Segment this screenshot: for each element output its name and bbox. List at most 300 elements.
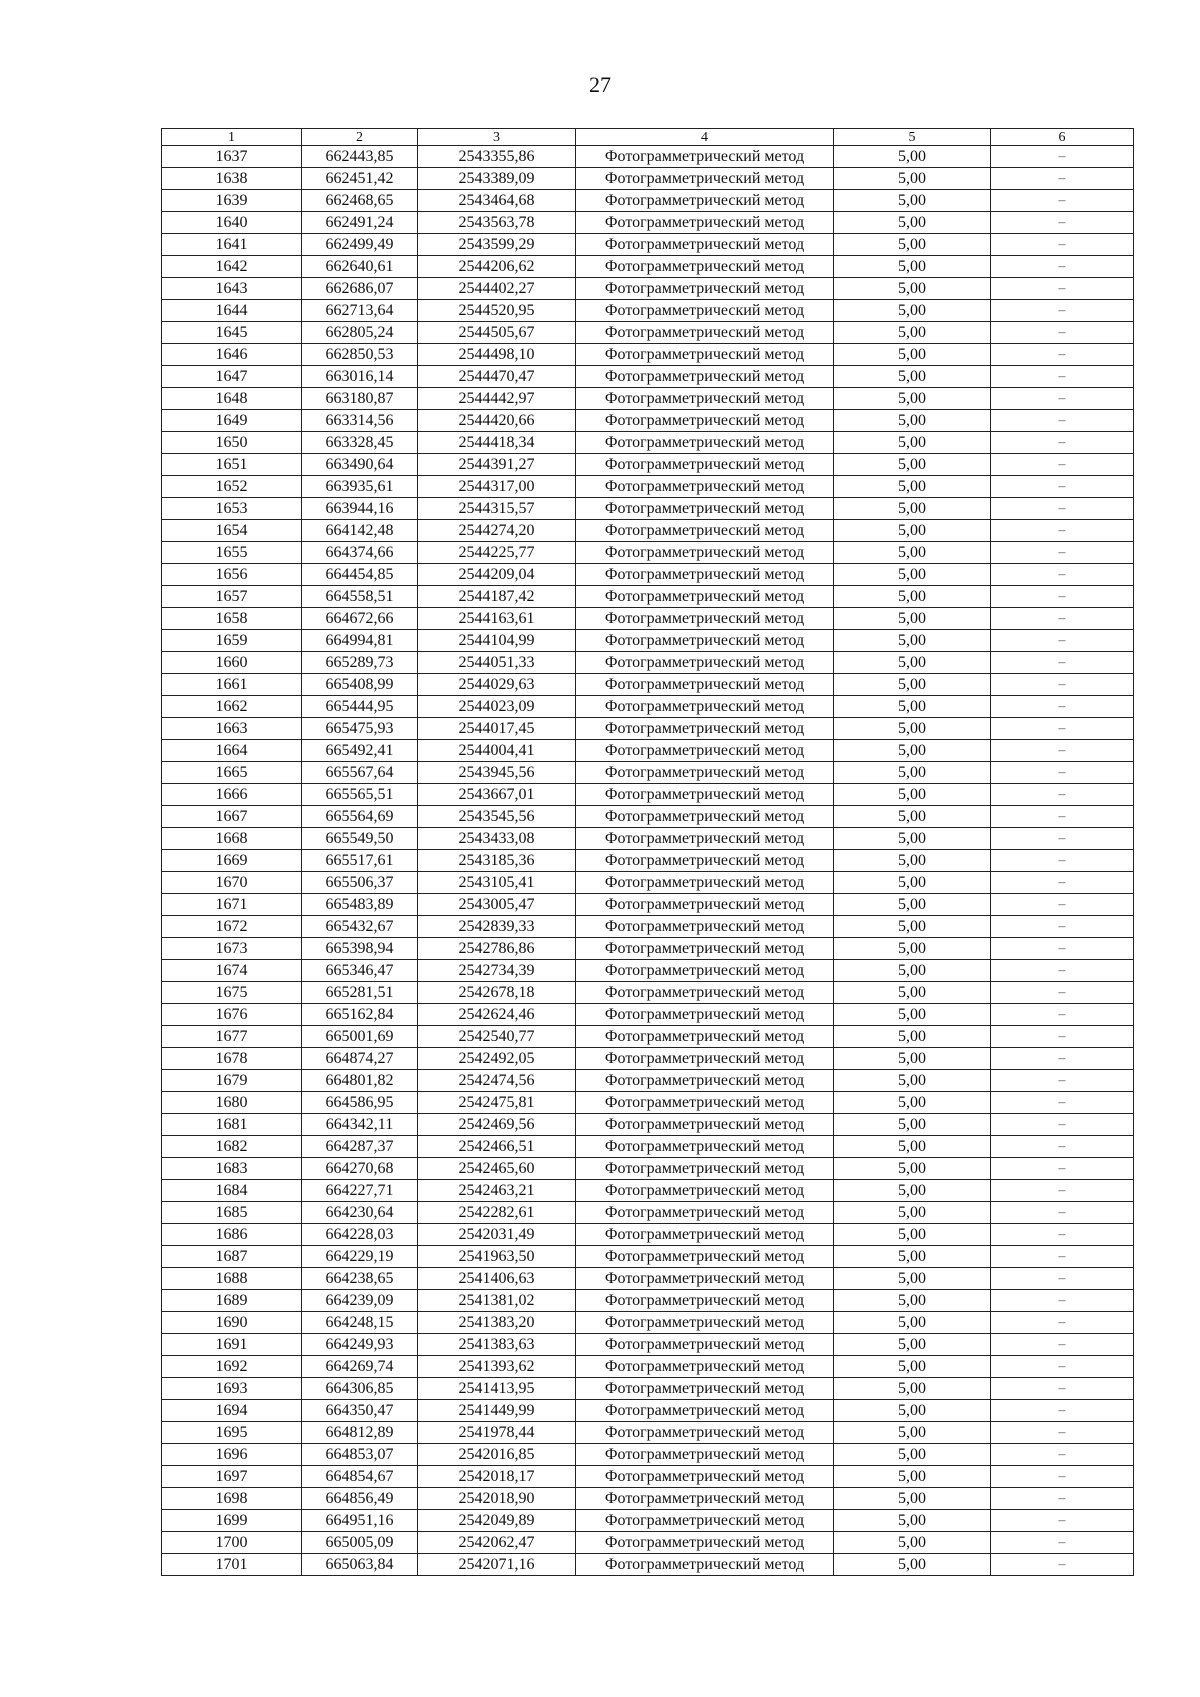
point-number-cell: 1658 bbox=[162, 608, 302, 630]
y-coordinate-cell: 2542018,17 bbox=[418, 1466, 576, 1488]
accuracy-cell: 5,00 bbox=[834, 322, 991, 344]
y-coordinate-cell: 2544163,61 bbox=[418, 608, 576, 630]
y-coordinate-cell: 2542016,85 bbox=[418, 1444, 576, 1466]
table-row bbox=[162, 344, 1134, 366]
x-coordinate-cell: 662640,61 bbox=[302, 256, 418, 278]
column-header: 2 bbox=[302, 129, 418, 146]
point-number-cell: 1657 bbox=[162, 586, 302, 608]
point-number-cell: 1681 bbox=[162, 1114, 302, 1136]
accuracy-cell: 5,00 bbox=[834, 696, 991, 718]
y-coordinate-cell: 2542540,77 bbox=[418, 1026, 576, 1048]
y-coordinate-cell: 2544209,04 bbox=[418, 564, 576, 586]
method-cell: Фотограмметрический метод bbox=[576, 674, 834, 696]
x-coordinate-cell: 665005,09 bbox=[302, 1532, 418, 1554]
table-row bbox=[162, 168, 1134, 190]
method-cell: Фотограмметрический метод bbox=[576, 1290, 834, 1312]
note-cell: – bbox=[991, 850, 1134, 872]
point-number-cell: 1667 bbox=[162, 806, 302, 828]
method-cell: Фотограмметрический метод bbox=[576, 1532, 834, 1554]
point-number-cell: 1677 bbox=[162, 1026, 302, 1048]
note-cell: – bbox=[991, 762, 1134, 784]
y-coordinate-cell: 2541383,63 bbox=[418, 1334, 576, 1356]
x-coordinate-cell: 662713,64 bbox=[302, 300, 418, 322]
accuracy-cell: 5,00 bbox=[834, 212, 991, 234]
accuracy-cell: 5,00 bbox=[834, 454, 991, 476]
note-cell: – bbox=[991, 608, 1134, 630]
accuracy-cell: 5,00 bbox=[834, 740, 991, 762]
table-row bbox=[162, 762, 1134, 784]
method-cell: Фотограмметрический метод bbox=[576, 344, 834, 366]
y-coordinate-cell: 2544004,41 bbox=[418, 740, 576, 762]
method-cell: Фотограмметрический метод bbox=[576, 1466, 834, 1488]
note-cell: – bbox=[991, 388, 1134, 410]
method-cell: Фотограмметрический метод bbox=[576, 432, 834, 454]
table-row bbox=[162, 366, 1134, 388]
method-cell: Фотограмметрический метод bbox=[576, 718, 834, 740]
x-coordinate-cell: 665346,47 bbox=[302, 960, 418, 982]
x-coordinate-cell: 662468,65 bbox=[302, 190, 418, 212]
y-coordinate-cell: 2543005,47 bbox=[418, 894, 576, 916]
table-row bbox=[162, 520, 1134, 542]
note-cell: – bbox=[991, 1180, 1134, 1202]
table-row bbox=[162, 1356, 1134, 1378]
y-coordinate-cell: 2541963,50 bbox=[418, 1246, 576, 1268]
note-cell: – bbox=[991, 1026, 1134, 1048]
table-row bbox=[162, 1202, 1134, 1224]
column-header: 6 bbox=[991, 129, 1134, 146]
table-body bbox=[162, 146, 1134, 1576]
column-header: 4 bbox=[576, 129, 834, 146]
note-cell: – bbox=[991, 696, 1134, 718]
accuracy-cell: 5,00 bbox=[834, 608, 991, 630]
note-cell: – bbox=[991, 872, 1134, 894]
table-row bbox=[162, 982, 1134, 1004]
table-row bbox=[162, 542, 1134, 564]
note-cell: – bbox=[991, 190, 1134, 212]
method-cell: Фотограмметрический метод bbox=[576, 410, 834, 432]
table-row bbox=[162, 1378, 1134, 1400]
point-number-cell: 1652 bbox=[162, 476, 302, 498]
table-row bbox=[162, 1026, 1134, 1048]
table-row bbox=[162, 1092, 1134, 1114]
y-coordinate-cell: 2542071,16 bbox=[418, 1554, 576, 1576]
note-cell: – bbox=[991, 1114, 1134, 1136]
y-coordinate-cell: 2544225,77 bbox=[418, 542, 576, 564]
y-coordinate-cell: 2542466,51 bbox=[418, 1136, 576, 1158]
y-coordinate-cell: 2543355,86 bbox=[418, 146, 576, 168]
point-number-cell: 1701 bbox=[162, 1554, 302, 1576]
x-coordinate-cell: 662850,53 bbox=[302, 344, 418, 366]
y-coordinate-cell: 2543105,41 bbox=[418, 872, 576, 894]
point-number-cell: 1639 bbox=[162, 190, 302, 212]
point-number-cell: 1670 bbox=[162, 872, 302, 894]
note-cell: – bbox=[991, 212, 1134, 234]
method-cell: Фотограмметрический метод bbox=[576, 454, 834, 476]
point-number-cell: 1691 bbox=[162, 1334, 302, 1356]
note-cell: – bbox=[991, 652, 1134, 674]
note-cell: – bbox=[991, 1554, 1134, 1576]
point-number-cell: 1693 bbox=[162, 1378, 302, 1400]
x-coordinate-cell: 664287,37 bbox=[302, 1136, 418, 1158]
note-cell: – bbox=[991, 960, 1134, 982]
table-row bbox=[162, 1224, 1134, 1246]
point-number-cell: 1640 bbox=[162, 212, 302, 234]
table-row bbox=[162, 1400, 1134, 1422]
method-cell: Фотограмметрический метод bbox=[576, 476, 834, 498]
point-number-cell: 1638 bbox=[162, 168, 302, 190]
note-cell: – bbox=[991, 520, 1134, 542]
point-number-cell: 1653 bbox=[162, 498, 302, 520]
method-cell: Фотограмметрический метод bbox=[576, 322, 834, 344]
point-number-cell: 1664 bbox=[162, 740, 302, 762]
note-cell: – bbox=[991, 1158, 1134, 1180]
method-cell: Фотограмметрический метод bbox=[576, 498, 834, 520]
y-coordinate-cell: 2541413,95 bbox=[418, 1378, 576, 1400]
table-row bbox=[162, 1532, 1134, 1554]
point-number-cell: 1649 bbox=[162, 410, 302, 432]
accuracy-cell: 5,00 bbox=[834, 1268, 991, 1290]
method-cell: Фотограмметрический метод bbox=[576, 872, 834, 894]
note-cell: – bbox=[991, 300, 1134, 322]
point-number-cell: 1661 bbox=[162, 674, 302, 696]
x-coordinate-cell: 663180,87 bbox=[302, 388, 418, 410]
method-cell: Фотограмметрический метод bbox=[576, 630, 834, 652]
x-coordinate-cell: 663328,45 bbox=[302, 432, 418, 454]
note-cell: – bbox=[991, 498, 1134, 520]
method-cell: Фотограмметрический метод bbox=[576, 1268, 834, 1290]
y-coordinate-cell: 2542786,86 bbox=[418, 938, 576, 960]
x-coordinate-cell: 664239,09 bbox=[302, 1290, 418, 1312]
point-number-cell: 1697 bbox=[162, 1466, 302, 1488]
method-cell: Фотограмметрический метод bbox=[576, 366, 834, 388]
point-number-cell: 1648 bbox=[162, 388, 302, 410]
accuracy-cell: 5,00 bbox=[834, 344, 991, 366]
point-number-cell: 1665 bbox=[162, 762, 302, 784]
x-coordinate-cell: 665162,84 bbox=[302, 1004, 418, 1026]
y-coordinate-cell: 2541406,63 bbox=[418, 1268, 576, 1290]
x-coordinate-cell: 665564,69 bbox=[302, 806, 418, 828]
note-cell: – bbox=[991, 674, 1134, 696]
point-number-cell: 1700 bbox=[162, 1532, 302, 1554]
accuracy-cell: 5,00 bbox=[834, 366, 991, 388]
table-row bbox=[162, 322, 1134, 344]
note-cell: – bbox=[991, 1136, 1134, 1158]
accuracy-cell: 5,00 bbox=[834, 1444, 991, 1466]
y-coordinate-cell: 2544505,67 bbox=[418, 322, 576, 344]
y-coordinate-cell: 2543545,56 bbox=[418, 806, 576, 828]
note-cell: – bbox=[991, 916, 1134, 938]
x-coordinate-cell: 664238,65 bbox=[302, 1268, 418, 1290]
point-number-cell: 1687 bbox=[162, 1246, 302, 1268]
point-number-cell: 1645 bbox=[162, 322, 302, 344]
table-row bbox=[162, 674, 1134, 696]
point-number-cell: 1684 bbox=[162, 1180, 302, 1202]
note-cell: – bbox=[991, 1092, 1134, 1114]
point-number-cell: 1672 bbox=[162, 916, 302, 938]
x-coordinate-cell: 665567,64 bbox=[302, 762, 418, 784]
x-coordinate-cell: 664951,16 bbox=[302, 1510, 418, 1532]
note-cell: – bbox=[991, 234, 1134, 256]
y-coordinate-cell: 2541449,99 bbox=[418, 1400, 576, 1422]
method-cell: Фотограмметрический метод bbox=[576, 1510, 834, 1532]
accuracy-cell: 5,00 bbox=[834, 1224, 991, 1246]
accuracy-cell: 5,00 bbox=[834, 1004, 991, 1026]
note-cell: – bbox=[991, 1070, 1134, 1092]
y-coordinate-cell: 2544274,20 bbox=[418, 520, 576, 542]
accuracy-cell: 5,00 bbox=[834, 300, 991, 322]
table-row bbox=[162, 388, 1134, 410]
method-cell: Фотограмметрический метод bbox=[576, 300, 834, 322]
note-cell: – bbox=[991, 1268, 1134, 1290]
point-number-cell: 1655 bbox=[162, 542, 302, 564]
method-cell: Фотограмметрический метод bbox=[576, 1488, 834, 1510]
table-row bbox=[162, 1554, 1134, 1576]
method-cell: Фотограмметрический метод bbox=[576, 784, 834, 806]
y-coordinate-cell: 2542018,90 bbox=[418, 1488, 576, 1510]
accuracy-cell: 5,00 bbox=[834, 1422, 991, 1444]
point-number-cell: 1668 bbox=[162, 828, 302, 850]
method-cell: Фотограмметрический метод bbox=[576, 1048, 834, 1070]
x-coordinate-cell: 664230,64 bbox=[302, 1202, 418, 1224]
method-cell: Фотограмметрический метод bbox=[576, 542, 834, 564]
method-cell: Фотограмметрический метод bbox=[576, 234, 834, 256]
y-coordinate-cell: 2544104,99 bbox=[418, 630, 576, 652]
y-coordinate-cell: 2542465,60 bbox=[418, 1158, 576, 1180]
accuracy-cell: 5,00 bbox=[834, 630, 991, 652]
method-cell: Фотограмметрический метод bbox=[576, 1554, 834, 1576]
table-row bbox=[162, 146, 1134, 168]
x-coordinate-cell: 664142,48 bbox=[302, 520, 418, 542]
y-coordinate-cell: 2541381,02 bbox=[418, 1290, 576, 1312]
table-row bbox=[162, 1334, 1134, 1356]
x-coordinate-cell: 664350,47 bbox=[302, 1400, 418, 1422]
method-cell: Фотограмметрический метод bbox=[576, 1092, 834, 1114]
table-row bbox=[162, 916, 1134, 938]
note-cell: – bbox=[991, 630, 1134, 652]
table-row bbox=[162, 1246, 1134, 1268]
y-coordinate-cell: 2542474,56 bbox=[418, 1070, 576, 1092]
column-header: 5 bbox=[834, 129, 991, 146]
y-coordinate-cell: 2543945,56 bbox=[418, 762, 576, 784]
table-row bbox=[162, 1510, 1134, 1532]
accuracy-cell: 5,00 bbox=[834, 388, 991, 410]
y-coordinate-cell: 2544420,66 bbox=[418, 410, 576, 432]
x-coordinate-cell: 662443,85 bbox=[302, 146, 418, 168]
y-coordinate-cell: 2541383,20 bbox=[418, 1312, 576, 1334]
note-cell: – bbox=[991, 1378, 1134, 1400]
method-cell: Фотограмметрический метод bbox=[576, 1378, 834, 1400]
method-cell: Фотограмметрический метод bbox=[576, 1422, 834, 1444]
table-row bbox=[162, 234, 1134, 256]
x-coordinate-cell: 665289,73 bbox=[302, 652, 418, 674]
x-coordinate-cell: 664374,66 bbox=[302, 542, 418, 564]
point-number-cell: 1674 bbox=[162, 960, 302, 982]
y-coordinate-cell: 2544315,57 bbox=[418, 498, 576, 520]
accuracy-cell: 5,00 bbox=[834, 938, 991, 960]
table-row bbox=[162, 1422, 1134, 1444]
point-number-cell: 1644 bbox=[162, 300, 302, 322]
point-number-cell: 1666 bbox=[162, 784, 302, 806]
point-number-cell: 1683 bbox=[162, 1158, 302, 1180]
x-coordinate-cell: 665565,51 bbox=[302, 784, 418, 806]
note-cell: – bbox=[991, 806, 1134, 828]
method-cell: Фотограмметрический метод bbox=[576, 1444, 834, 1466]
note-cell: – bbox=[991, 1202, 1134, 1224]
x-coordinate-cell: 665492,41 bbox=[302, 740, 418, 762]
accuracy-cell: 5,00 bbox=[834, 1290, 991, 1312]
method-cell: Фотограмметрический метод bbox=[576, 564, 834, 586]
point-number-cell: 1643 bbox=[162, 278, 302, 300]
point-number-cell: 1676 bbox=[162, 1004, 302, 1026]
accuracy-cell: 5,00 bbox=[834, 806, 991, 828]
y-coordinate-cell: 2544391,27 bbox=[418, 454, 576, 476]
method-cell: Фотограмметрический метод bbox=[576, 1246, 834, 1268]
table-row bbox=[162, 1466, 1134, 1488]
point-number-cell: 1696 bbox=[162, 1444, 302, 1466]
note-cell: – bbox=[991, 1488, 1134, 1510]
point-number-cell: 1699 bbox=[162, 1510, 302, 1532]
y-coordinate-cell: 2544402,27 bbox=[418, 278, 576, 300]
method-cell: Фотограмметрический метод bbox=[576, 1136, 834, 1158]
table-row bbox=[162, 894, 1134, 916]
x-coordinate-cell: 664812,89 bbox=[302, 1422, 418, 1444]
x-coordinate-cell: 664270,68 bbox=[302, 1158, 418, 1180]
y-coordinate-cell: 2542734,39 bbox=[418, 960, 576, 982]
point-number-cell: 1682 bbox=[162, 1136, 302, 1158]
x-coordinate-cell: 664269,74 bbox=[302, 1356, 418, 1378]
table-row bbox=[162, 960, 1134, 982]
y-coordinate-cell: 2542282,61 bbox=[418, 1202, 576, 1224]
x-coordinate-cell: 664994,81 bbox=[302, 630, 418, 652]
accuracy-cell: 5,00 bbox=[834, 1246, 991, 1268]
accuracy-cell: 5,00 bbox=[834, 1114, 991, 1136]
x-coordinate-cell: 665517,61 bbox=[302, 850, 418, 872]
table-row bbox=[162, 586, 1134, 608]
note-cell: – bbox=[991, 1444, 1134, 1466]
note-cell: – bbox=[991, 564, 1134, 586]
point-number-cell: 1679 bbox=[162, 1070, 302, 1092]
table-row bbox=[162, 300, 1134, 322]
note-cell: – bbox=[991, 256, 1134, 278]
x-coordinate-cell: 664342,11 bbox=[302, 1114, 418, 1136]
method-cell: Фотограмметрический метод bbox=[576, 146, 834, 168]
y-coordinate-cell: 2542624,46 bbox=[418, 1004, 576, 1026]
method-cell: Фотограмметрический метод bbox=[576, 806, 834, 828]
method-cell: Фотограмметрический метод bbox=[576, 894, 834, 916]
x-coordinate-cell: 663314,56 bbox=[302, 410, 418, 432]
method-cell: Фотограмметрический метод bbox=[576, 960, 834, 982]
y-coordinate-cell: 2544317,00 bbox=[418, 476, 576, 498]
accuracy-cell: 5,00 bbox=[834, 520, 991, 542]
note-cell: – bbox=[991, 938, 1134, 960]
point-number-cell: 1690 bbox=[162, 1312, 302, 1334]
note-cell: – bbox=[991, 168, 1134, 190]
accuracy-cell: 5,00 bbox=[834, 1026, 991, 1048]
x-coordinate-cell: 664853,07 bbox=[302, 1444, 418, 1466]
method-cell: Фотограмметрический метод bbox=[576, 1158, 834, 1180]
y-coordinate-cell: 2542031,49 bbox=[418, 1224, 576, 1246]
method-cell: Фотограмметрический метод bbox=[576, 190, 834, 212]
note-cell: – bbox=[991, 894, 1134, 916]
accuracy-cell: 5,00 bbox=[834, 1356, 991, 1378]
note-cell: – bbox=[991, 278, 1134, 300]
x-coordinate-cell: 662491,24 bbox=[302, 212, 418, 234]
column-header: 1 bbox=[162, 129, 302, 146]
method-cell: Фотограмметрический метод bbox=[576, 696, 834, 718]
method-cell: Фотограмметрический метод bbox=[576, 1114, 834, 1136]
note-cell: – bbox=[991, 366, 1134, 388]
point-number-cell: 1641 bbox=[162, 234, 302, 256]
accuracy-cell: 5,00 bbox=[834, 1400, 991, 1422]
method-cell: Фотограмметрический метод bbox=[576, 586, 834, 608]
point-number-cell: 1662 bbox=[162, 696, 302, 718]
method-cell: Фотограмметрический метод bbox=[576, 1334, 834, 1356]
accuracy-cell: 5,00 bbox=[834, 476, 991, 498]
method-cell: Фотограмметрический метод bbox=[576, 982, 834, 1004]
accuracy-cell: 5,00 bbox=[834, 982, 991, 1004]
point-number-cell: 1695 bbox=[162, 1422, 302, 1444]
method-cell: Фотограмметрический метод bbox=[576, 1070, 834, 1092]
y-coordinate-cell: 2544442,97 bbox=[418, 388, 576, 410]
accuracy-cell: 5,00 bbox=[834, 146, 991, 168]
table-row bbox=[162, 1180, 1134, 1202]
x-coordinate-cell: 665063,84 bbox=[302, 1554, 418, 1576]
point-number-cell: 1637 bbox=[162, 146, 302, 168]
point-number-cell: 1692 bbox=[162, 1356, 302, 1378]
table-row bbox=[162, 630, 1134, 652]
table-row bbox=[162, 608, 1134, 630]
x-coordinate-cell: 664248,15 bbox=[302, 1312, 418, 1334]
y-coordinate-cell: 2542839,33 bbox=[418, 916, 576, 938]
method-cell: Фотограмметрический метод bbox=[576, 916, 834, 938]
accuracy-cell: 5,00 bbox=[834, 256, 991, 278]
table-row bbox=[162, 1048, 1134, 1070]
accuracy-cell: 5,00 bbox=[834, 1092, 991, 1114]
point-number-cell: 1686 bbox=[162, 1224, 302, 1246]
x-coordinate-cell: 664228,03 bbox=[302, 1224, 418, 1246]
table-row bbox=[162, 872, 1134, 894]
table-row bbox=[162, 278, 1134, 300]
point-number-cell: 1680 bbox=[162, 1092, 302, 1114]
accuracy-cell: 5,00 bbox=[834, 542, 991, 564]
y-coordinate-cell: 2542475,81 bbox=[418, 1092, 576, 1114]
point-number-cell: 1685 bbox=[162, 1202, 302, 1224]
method-cell: Фотограмметрический метод bbox=[576, 1356, 834, 1378]
point-number-cell: 1673 bbox=[162, 938, 302, 960]
y-coordinate-cell: 2541978,44 bbox=[418, 1422, 576, 1444]
table-row bbox=[162, 850, 1134, 872]
note-cell: – bbox=[991, 1290, 1134, 1312]
x-coordinate-cell: 663016,14 bbox=[302, 366, 418, 388]
x-coordinate-cell: 665432,67 bbox=[302, 916, 418, 938]
table-row bbox=[162, 476, 1134, 498]
point-number-cell: 1654 bbox=[162, 520, 302, 542]
y-coordinate-cell: 2544029,63 bbox=[418, 674, 576, 696]
table-row bbox=[162, 1312, 1134, 1334]
y-coordinate-cell: 2544470,47 bbox=[418, 366, 576, 388]
table-row bbox=[162, 696, 1134, 718]
x-coordinate-cell: 665475,93 bbox=[302, 718, 418, 740]
table-row bbox=[162, 1268, 1134, 1290]
x-coordinate-cell: 665001,69 bbox=[302, 1026, 418, 1048]
note-cell: – bbox=[991, 322, 1134, 344]
accuracy-cell: 5,00 bbox=[834, 916, 991, 938]
accuracy-cell: 5,00 bbox=[834, 1312, 991, 1334]
method-cell: Фотограмметрический метод bbox=[576, 740, 834, 762]
table-row bbox=[162, 1290, 1134, 1312]
table-row bbox=[162, 564, 1134, 586]
point-number-cell: 1650 bbox=[162, 432, 302, 454]
